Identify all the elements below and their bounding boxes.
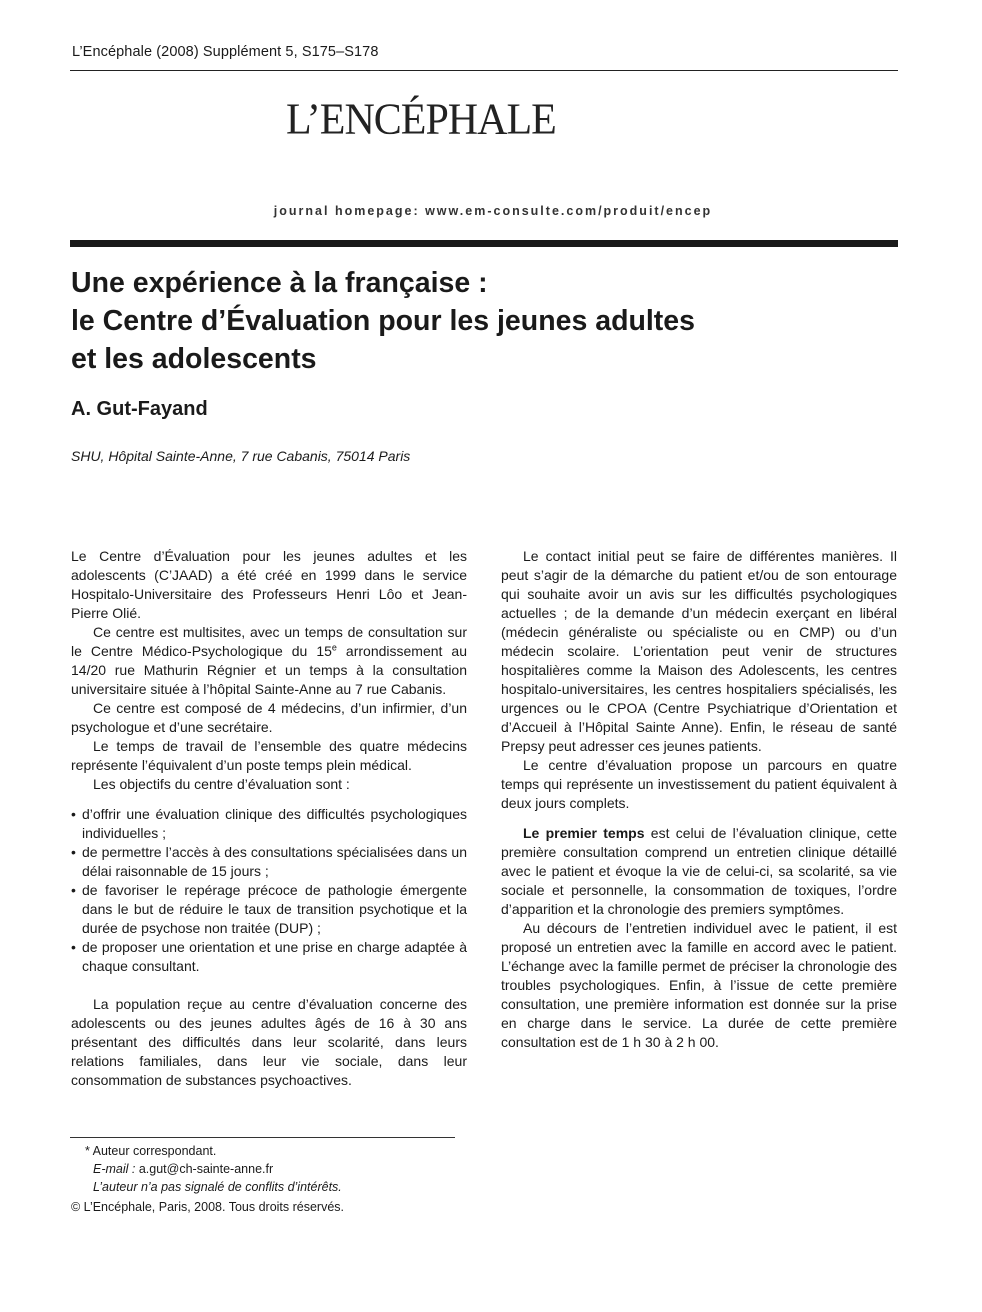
list-item-text: de permettre l’accès à des consultations spécialisées dans un délai raisonnable de 15 jours ;	[82, 844, 467, 879]
journal-homepage-text: journal homepage: www.em-consulte.com/produit/encep	[273, 204, 713, 218]
paragraph	[501, 824, 897, 919]
paragraph-text: Ce centre est multisites, avec un temps de consultation sur le Centre Médico-Psychologique du 15	[71, 624, 467, 659]
paragraph: Au décours de l’entretien individuel avec le patient, il est proposé un entretien avec la famille en accord avec le patient. L’échange avec la famille permet de préciser la chronologie des troubles psychologiques. Enfin, à l’issue de cette première consultation, une première information est donnée sur la prise en charge dans le service. La durée de cette première consultation est de 1 h 30 à 2 h 00.	[501, 920, 897, 1050]
list-item-text: d’offrir une évaluation clinique des difficultés psychologiques individuelles ;	[82, 806, 467, 841]
email-note	[71, 1160, 342, 1178]
paragraph: Le contact initial peut se faire de différentes manières. Il peut s’agir de la démarche du patient et/ou de son entourage qui souhaite avoir un avis sur les difficultés psychologiques actuelles ; de la demande d’un médecin exerçant en libéral (médecin généraliste ou spécialiste ou en CMP) ou d’un médecin scolaire. L’orientation peut venir de structures hospitalières comme la Maison des Adolescents, les centres hospitalo-universitaires, les centres hospitaliers spécialisés, les urgences ou le CPOA (Centre Psychiatrique d’Orientation et d’Accueil à l’Hôpital Sainte Anne). Enfin, le réseau de santé Prepsy peut adresser ces jeunes patients.	[501, 548, 897, 754]
author-affiliation: SHU, Hôpital Sainte-Anne, 7 rue Cabanis, 75014 Paris	[71, 448, 411, 464]
journal-homepage	[0, 204, 982, 218]
list-item-text: de proposer une orientation et une prise en charge adaptée à chaque consultant.	[82, 939, 467, 974]
email-label: E-mail :	[93, 1162, 136, 1176]
objectives-list	[71, 805, 467, 976]
title-line-2: le Centre d’Évaluation pour les jeunes adultes	[71, 305, 695, 337]
author-name: A. Gut-Fayand	[71, 398, 208, 420]
bullet-icon: •	[71, 844, 76, 860]
corresponding-author-note: * Auteur correspondant.	[85, 1144, 217, 1158]
email-address: a.gut@ch-sainte-anne.fr	[135, 1162, 274, 1176]
list-item-text: de favoriser le repérage précoce de pathologie émergente dans le but de réduire le taux de transition psychotique et la durée de psychose non traitée (DUP) ;	[82, 882, 467, 936]
bullet-icon: •	[71, 806, 76, 822]
paragraph: La population reçue au centre d’évaluation concerne des adolescents ou des jeunes adultes âgés de 16 à 30 ans présentant des difficultés dans leur scolarité, dans leurs relations familiales, dans leur vie sociale, dans leur consommation de substances psychoactives.	[71, 996, 467, 1088]
header-rule	[70, 70, 898, 71]
superscript: e	[331, 642, 337, 653]
paragraph-text: arrondissement au 14/20 rue Mathurin Régnier et un temps à la consultation universitaire située à l’hôpital Sainte-Anne au 7 rue Cabanis.	[71, 643, 467, 697]
conflict-note: L’auteur n’a pas signalé de conflits d’intérêts.	[93, 1180, 342, 1194]
article-title	[71, 264, 891, 378]
list-item	[71, 881, 467, 938]
bullet-icon: •	[71, 939, 76, 955]
list-item	[71, 805, 467, 843]
paragraph: Les objectifs du centre d’évaluation sont :	[93, 776, 350, 792]
body-column-right	[501, 547, 897, 1052]
paragraph	[71, 623, 467, 699]
footnotes	[71, 1142, 342, 1196]
title-line-3: et les adolescents	[71, 343, 317, 375]
journal-logo: L’ENCÉPHALE	[286, 95, 556, 145]
title-separator	[70, 240, 898, 247]
paragraph: Le Centre d’Évaluation pour les jeunes adultes et les adolescents (C’JAAD) a été créé en 1999 dans le service Hospitalo-Universitaire des Professeurs Henri Lôo et Jean-Pierre Olié.	[71, 548, 467, 621]
running-head: L’Encéphale (2008) Supplément 5, S175–S178	[72, 44, 379, 60]
list-item	[71, 843, 467, 881]
copyright: © L’Encéphale, Paris, 2008. Tous droits réservés.	[71, 1200, 345, 1214]
footnote-rule	[70, 1137, 455, 1138]
paragraph: Le temps de travail de l’ensemble des quatre médecins représente l’équivalent d’un poste temps plein médical.	[71, 738, 467, 773]
bullet-icon: •	[71, 882, 76, 898]
paragraph: Ce centre est composé de 4 médecins, d’un infirmier, d’un psychologue et d’une secrétaire.	[71, 700, 467, 735]
paragraph: Le centre d’évaluation propose un parcours en quatre temps qui représente un investissement du patient équivalent à deux jours complets.	[501, 757, 897, 811]
body-column-left	[71, 547, 467, 1090]
paragraph-bold-lead: Le premier temps	[523, 825, 645, 841]
paragraph-text: est celui de l’évaluation clinique, cette première consultation comprend un entretien clinique détaillé avec le patient et évoque la vie de celui-ci, sa scolarité, sa vie sociale et personnelle, la consommation de toxiques, l’ordre d’apparition et la chronologie des premiers symptômes.	[501, 825, 897, 917]
title-line-1: Une expérience à la française :	[71, 267, 488, 299]
list-item	[71, 938, 467, 976]
